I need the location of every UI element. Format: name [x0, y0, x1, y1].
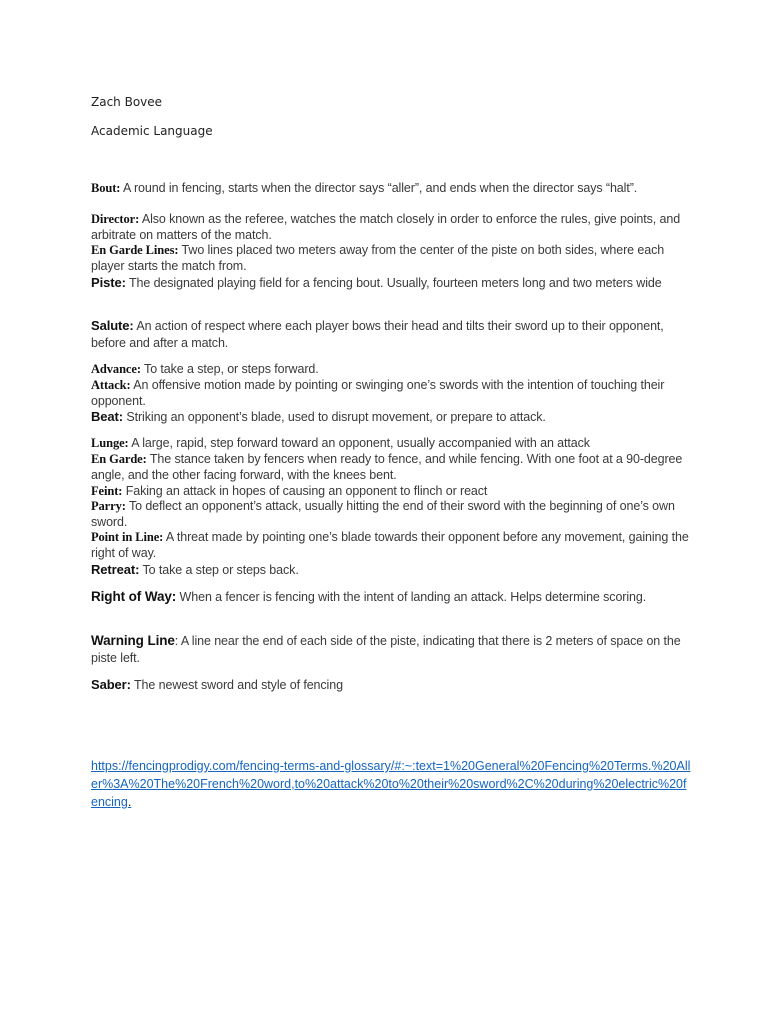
glossary-entry-right-of-way: [91, 589, 691, 606]
term: Salute:: [91, 318, 134, 333]
definition: To deflect an opponent’s attack, usually hitting the end of their sword with the beginning of one’s own sword.: [91, 499, 675, 529]
term: Feint:: [91, 484, 123, 498]
definition: A round in fencing, starts when the director says “aller”, and ends when the director says “halt”.: [120, 181, 638, 195]
document-subtitle: Academic Language: [91, 124, 213, 138]
definition: A threat made by pointing one’s blade towards their opponent before any movement, gaining the right of way.: [91, 530, 689, 560]
glossary-entry-attack: [91, 378, 691, 409]
term: Right of Way:: [91, 589, 177, 604]
definition: Also known as the referee, watches the match closely in order to enforce the rules, give points, and arbitrate on matters of the match.: [91, 212, 681, 242]
term: Piste:: [91, 275, 126, 290]
definition: When a fencer is fencing with the intent of landing an attack. Helps determine scoring.: [176, 590, 647, 604]
author-name: Zach Bovee: [91, 95, 163, 109]
glossary-entry-warning-line: [91, 633, 691, 666]
definition: The newest sword and style of fencing: [130, 678, 343, 692]
definition: Striking an opponent’s blade, used to disrupt movement, or prepare to attack.: [123, 410, 546, 424]
glossary-entry-point-in-line: [91, 530, 691, 561]
definition: An action of respect where each player bows their head and tilts their sword up to their opponent, before and after a match.: [91, 319, 664, 350]
glossary-entry-en-garde: [91, 452, 691, 483]
glossary-entry-bout: [91, 181, 691, 197]
glossary-entry-director: [91, 212, 691, 243]
definition: A large, rapid, step forward toward an opponent, usually accompanied with an attack: [128, 436, 590, 450]
source-link[interactable]: https://fencingprodigy.com/fencing-terms-and-glossary/#:~:text=1%20General%20Fencing%20Terms.%20Aller%3A%20The%20French%20word,to%20attack%20to%20their%20sword%2C%20during%20electric%20fencing: [91, 759, 691, 809]
definition: Two lines placed two meters away from the center of the piste on both sides, where each player starts the match from.: [91, 243, 665, 273]
term: Attack:: [91, 378, 131, 392]
term: En Garde:: [91, 452, 147, 466]
term: Lunge:: [91, 436, 129, 450]
source-citation: [91, 757, 691, 811]
term: Point in Line:: [91, 530, 164, 544]
definition: The stance taken by fencers when ready to fence, and while fencing. With one foot at a 90-degree angle, and the other facing forward, with the knees bent.: [91, 452, 683, 482]
term: Saber:: [91, 677, 131, 692]
glossary-entry-advance: [91, 362, 691, 378]
term: Retreat:: [91, 562, 140, 577]
source-period: .: [127, 795, 132, 809]
glossary-entry-lunge: [91, 436, 691, 452]
term: Director:: [91, 212, 140, 226]
definition: An offensive motion made by pointing or swinging one’s swords with the intention of touching their opponent.: [91, 378, 665, 408]
definition: To take a step or steps back.: [139, 563, 299, 577]
term: Warning Line: [91, 633, 175, 648]
glossary-entry-piste: [91, 274, 691, 292]
term: Parry:: [91, 499, 126, 513]
term: Bout:: [91, 181, 121, 195]
glossary-entry-retreat: [91, 562, 691, 579]
glossary-entry-saber: [91, 677, 691, 694]
glossary-entry-parry: [91, 499, 691, 530]
term: Beat:: [91, 409, 124, 424]
definition: : A line near the end of each side of the piste, indicating that there is 2 meters of space on the piste left.: [91, 634, 681, 665]
definition: Faking an attack in hopes of causing an opponent to flinch or react: [122, 484, 488, 498]
glossary-entry-feint: [91, 484, 691, 500]
glossary-entry-salute: [91, 318, 691, 351]
term: Advance:: [91, 362, 141, 376]
glossary-entry-en-garde-lines: [91, 243, 691, 274]
glossary-entry-beat: [91, 409, 691, 426]
term: En Garde Lines:: [91, 243, 179, 257]
definition: To take a step, or steps forward.: [140, 362, 319, 376]
definition: The designated playing field for a fencing bout. Usually, fourteen meters long and two meters wide: [125, 276, 662, 290]
